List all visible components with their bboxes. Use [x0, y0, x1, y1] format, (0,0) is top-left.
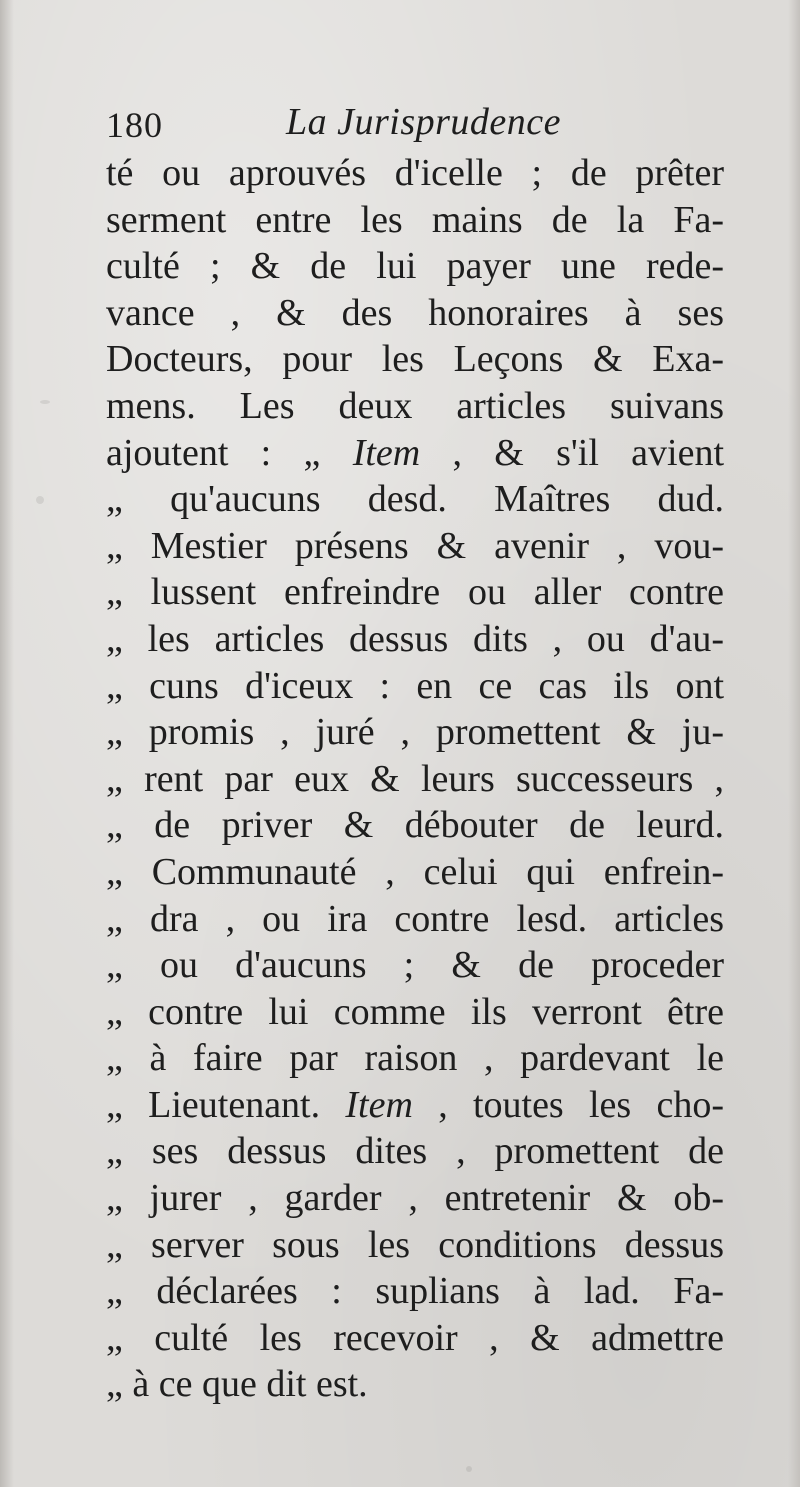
italic-word: Item — [345, 1083, 413, 1126]
text-line: „ dra , ou ira contre lesd. articles — [106, 897, 724, 940]
page-edge-shadow-left — [0, 0, 14, 1487]
text-line: „ de priver & débouter de leurd. — [106, 804, 724, 847]
text-line: „ rent par eux & leurs successeurs , — [106, 757, 724, 800]
text-line: „ contre lui comme ils verront être — [106, 990, 724, 1033]
text-line: „ promis , juré , promettent & ju- — [106, 711, 724, 754]
italic-word: Item — [352, 431, 421, 474]
text-line: „ Lieutenant. Item , toutes les cho- — [106, 1083, 724, 1126]
body-text — [106, 150, 724, 1408]
text-line: „ à ce que dit est. — [106, 1363, 368, 1406]
text-line: Docteurs, pour les Leçons & Exa- — [106, 338, 724, 381]
text-line: „ les articles dessus dits , ou d'au- — [106, 617, 724, 660]
text-line: „ à faire par raison , pardevant le — [106, 1037, 724, 1080]
text-line: vance , & des honoraires à ses — [106, 291, 724, 334]
page-number: 180 — [106, 105, 163, 145]
text-line: „ lussent enfreindre ou aller contre — [106, 571, 724, 614]
paper-blemish — [466, 1466, 472, 1472]
text-line: „ server sous les conditions dessus — [106, 1223, 724, 1266]
text-line: culté ; & de lui payer une rede- — [106, 245, 724, 288]
text-line: ajoutent : „ Item , & s'il avient — [106, 431, 724, 474]
paper-blemish — [40, 400, 50, 404]
page-edge-shadow-right — [788, 0, 800, 1487]
text-line: „ qu'aucuns desd. Maîtres dud. — [106, 478, 724, 521]
text-line: „ culté les recevoir , & admettre — [106, 1316, 724, 1359]
text-line: „ Communauté , celui qui enfrein- — [106, 850, 724, 893]
text-line: „ cuns d'iceux : en ce cas ils ont — [106, 664, 724, 707]
page-header — [106, 100, 726, 152]
text-line: „ ou d'aucuns ; & de proceder — [106, 944, 724, 987]
text-line: mens. Les deux articles suivans — [106, 384, 724, 427]
paper-blemish — [36, 496, 44, 504]
text-line: té ou aprouvés d'icelle ; de prêter — [106, 152, 724, 194]
text-line: „ jurer , garder , entretenir & ob- — [106, 1177, 724, 1220]
text-line: „ déclarées : suplians à lad. Fa- — [106, 1270, 724, 1313]
running-head: La Jurisprudence — [286, 101, 562, 143]
text-line: „ Mestier présens & avenir , vou- — [106, 524, 724, 567]
text-line: serment entre les mains de la Fa- — [106, 198, 724, 241]
text-line: „ ses dessus dites , promettent de — [106, 1130, 724, 1173]
